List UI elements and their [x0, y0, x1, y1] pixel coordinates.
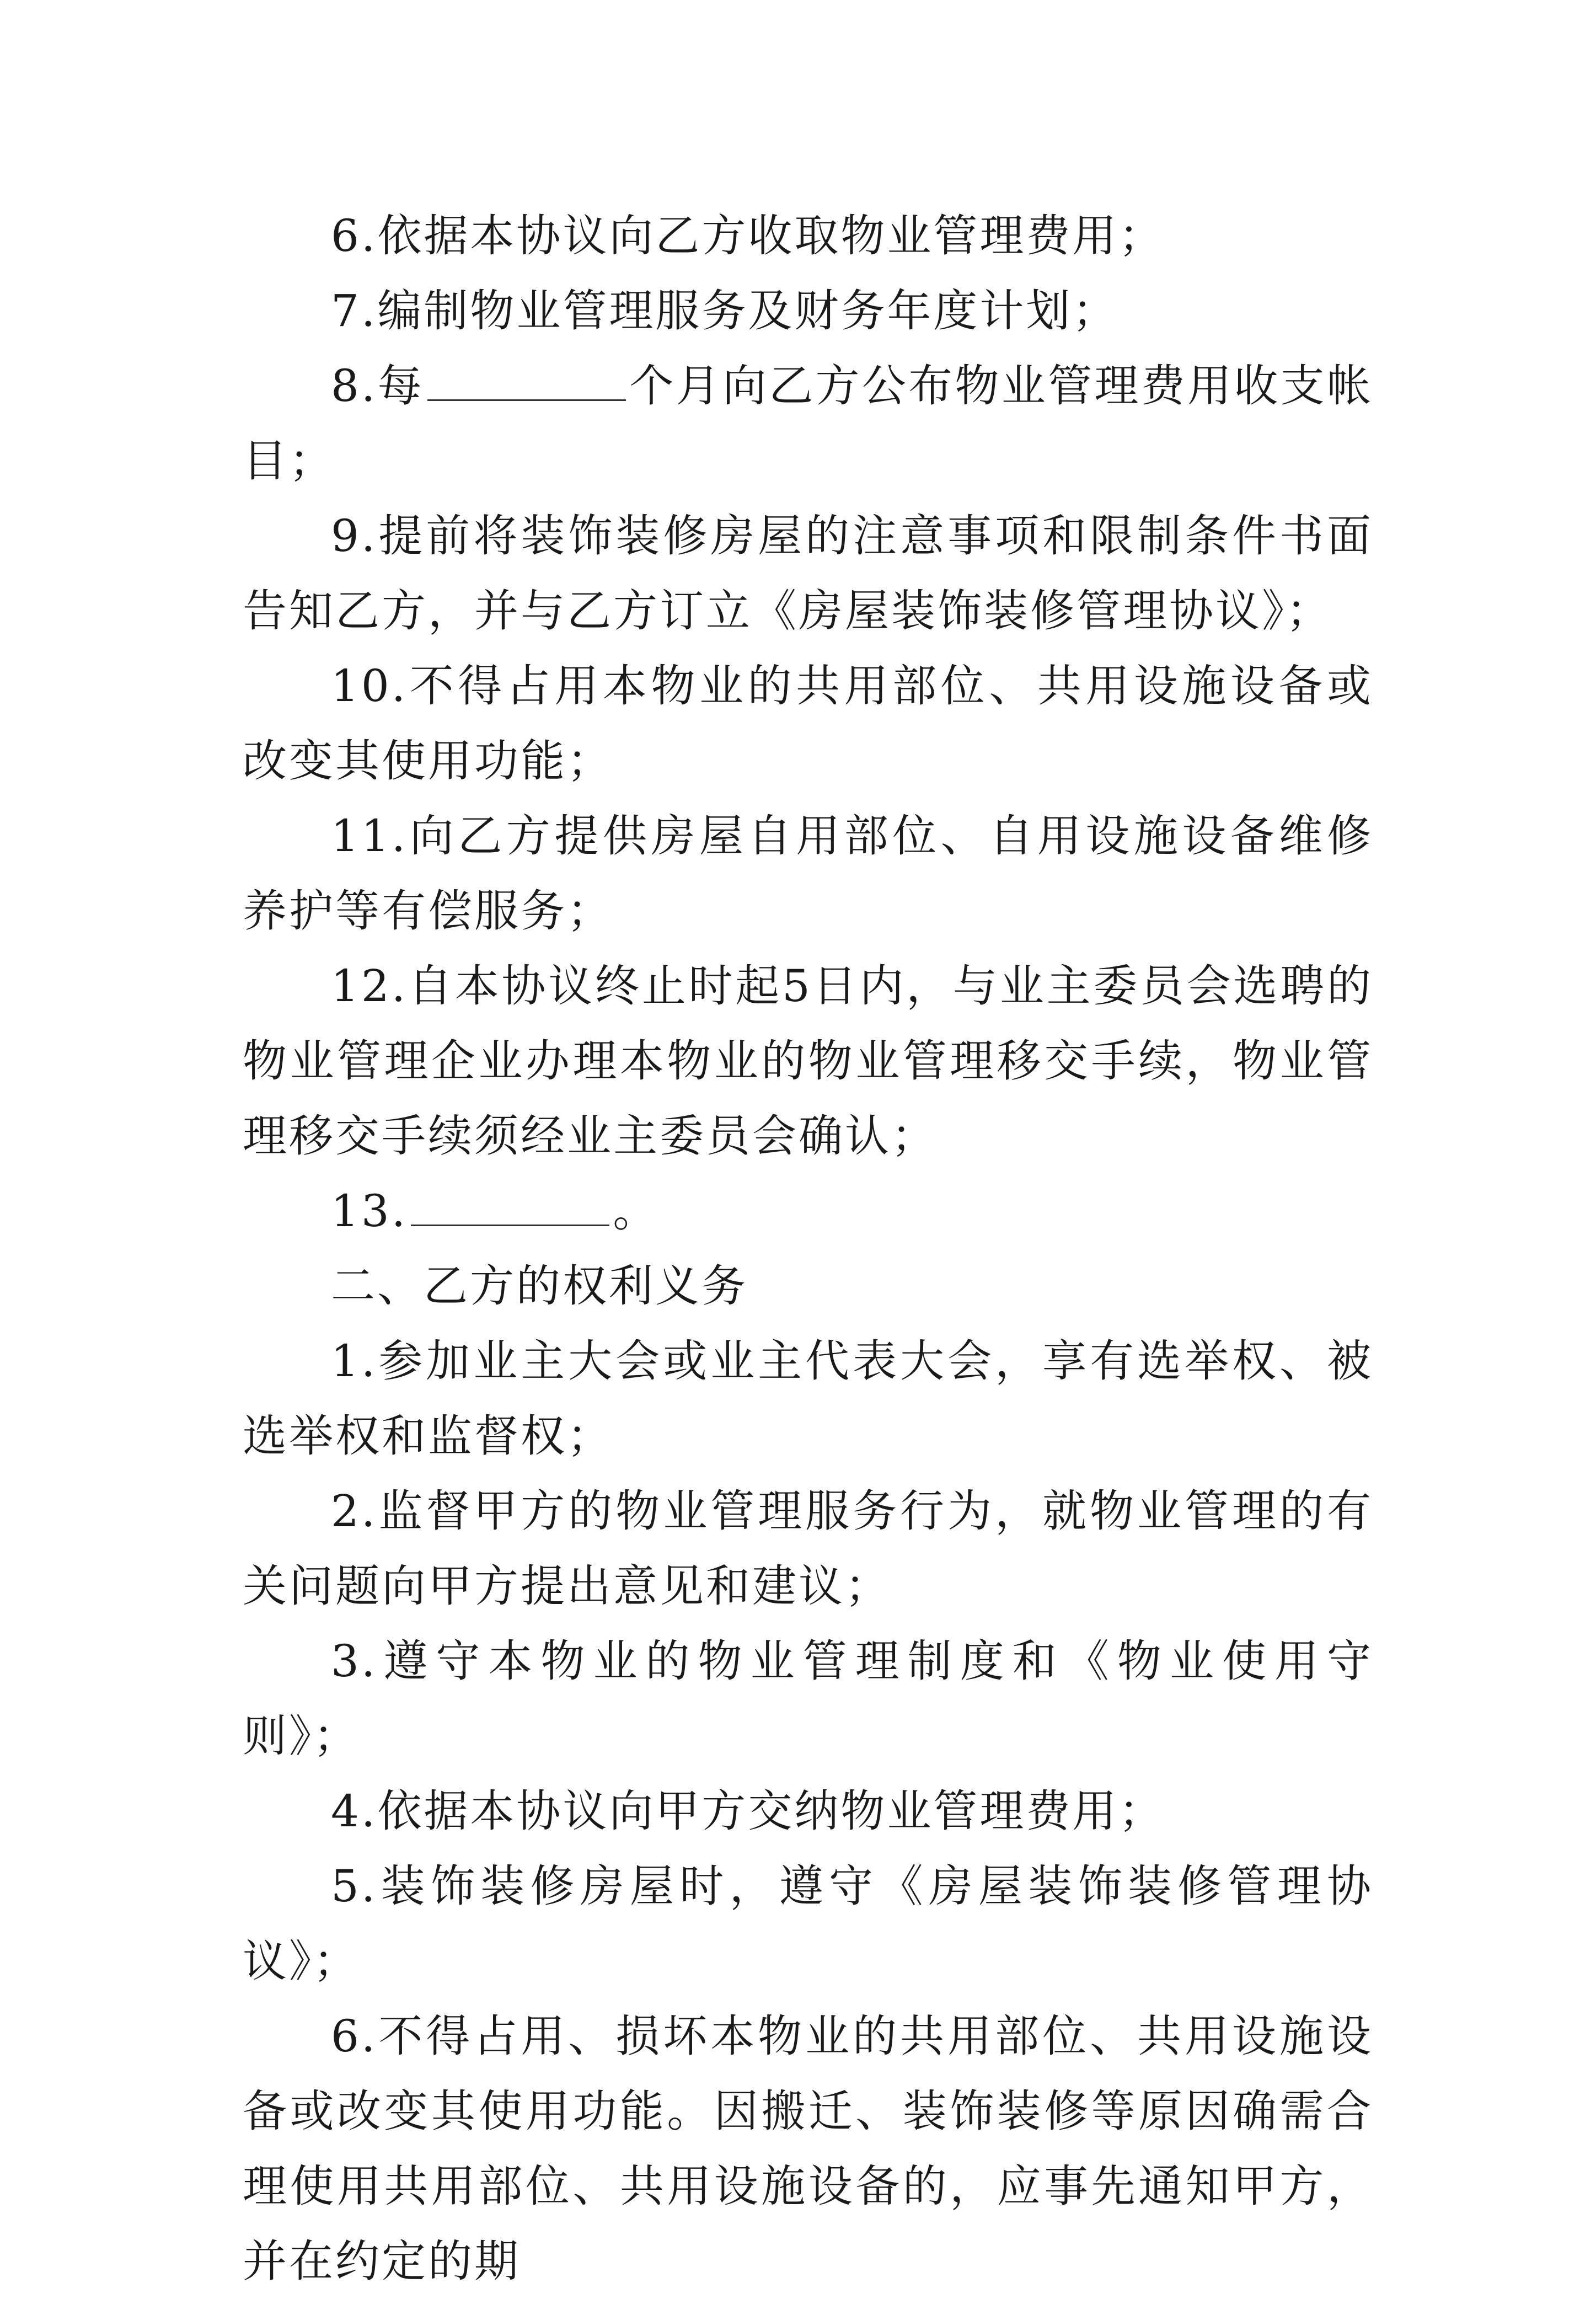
- party-b-item-3: 3.遵守本物业的物业管理制度和《物业使用守则》；: [243, 1635, 1373, 1762]
- fill-in-blank-months: [427, 399, 626, 401]
- party-b-item-6: 6.不得占用、损坏本物业的共用部位、共用设施设备或改变其使用功能。因搬迁、装饰装修等原因确需合理使用共用部位、共用设施设备的，应事先通知甲方，并在约定的期: [243, 2011, 1373, 2287]
- paragraph-6: 6.依据本协议向乙方收取物业管理费用；: [331, 210, 1165, 261]
- paragraph-7: 7.编制物业管理服务及财务年度计划；: [331, 285, 1119, 336]
- party-b-item-5: 5.装饰装修房屋时，遵守《房屋装饰装修管理协议》；: [243, 1860, 1373, 1987]
- paragraph-13-prefix: 13.: [331, 1185, 408, 1237]
- party-b-item-2: 2.监督甲方的物业管理服务行为，就物业管理的有关问题向甲方提出意见和建议；: [243, 1485, 1373, 1612]
- party-b-item-4: 4.依据本协议向甲方交纳物业管理费用；: [331, 1785, 1165, 1837]
- party-b-item-1: 1.参加业主大会或业主代表大会，享有选举权、被选举权和监督权；: [243, 1335, 1373, 1462]
- paragraph-13: [243, 1174, 1373, 1249]
- document-body: [243, 199, 1373, 2299]
- paragraph-8-prefix: 8.每: [331, 360, 424, 411]
- section-heading-party-b: 二、乙方的权利义务: [331, 1260, 748, 1312]
- paragraph-9: 9.提前将装饰装修房屋的注意事项和限制条件书面告知乙方，并与乙方订立《房屋装饰装修管理协议》；: [243, 510, 1373, 637]
- fill-in-blank-item-13: [411, 1224, 609, 1226]
- paragraph-12: 12.自本协议终止时起5日内，与业主委员会选聘的物业管理企业办理本物业的物业管理移交手续，物业管理移交手续须经业主委员会确认；: [243, 960, 1373, 1162]
- paragraph-13-suffix: 。: [613, 1185, 660, 1237]
- paragraph-8: [243, 349, 1373, 499]
- paragraph-10: 10.不得占用本物业的共用部位、共用设施设备或改变其使用功能；: [243, 660, 1373, 787]
- paragraph-8-suffix: 个月向乙方公布物业管理费用收支帐目；: [243, 360, 1374, 486]
- paragraph-11: 11.向乙方提供房屋自用部位、自用设施设备维修养护等有偿服务；: [243, 810, 1373, 937]
